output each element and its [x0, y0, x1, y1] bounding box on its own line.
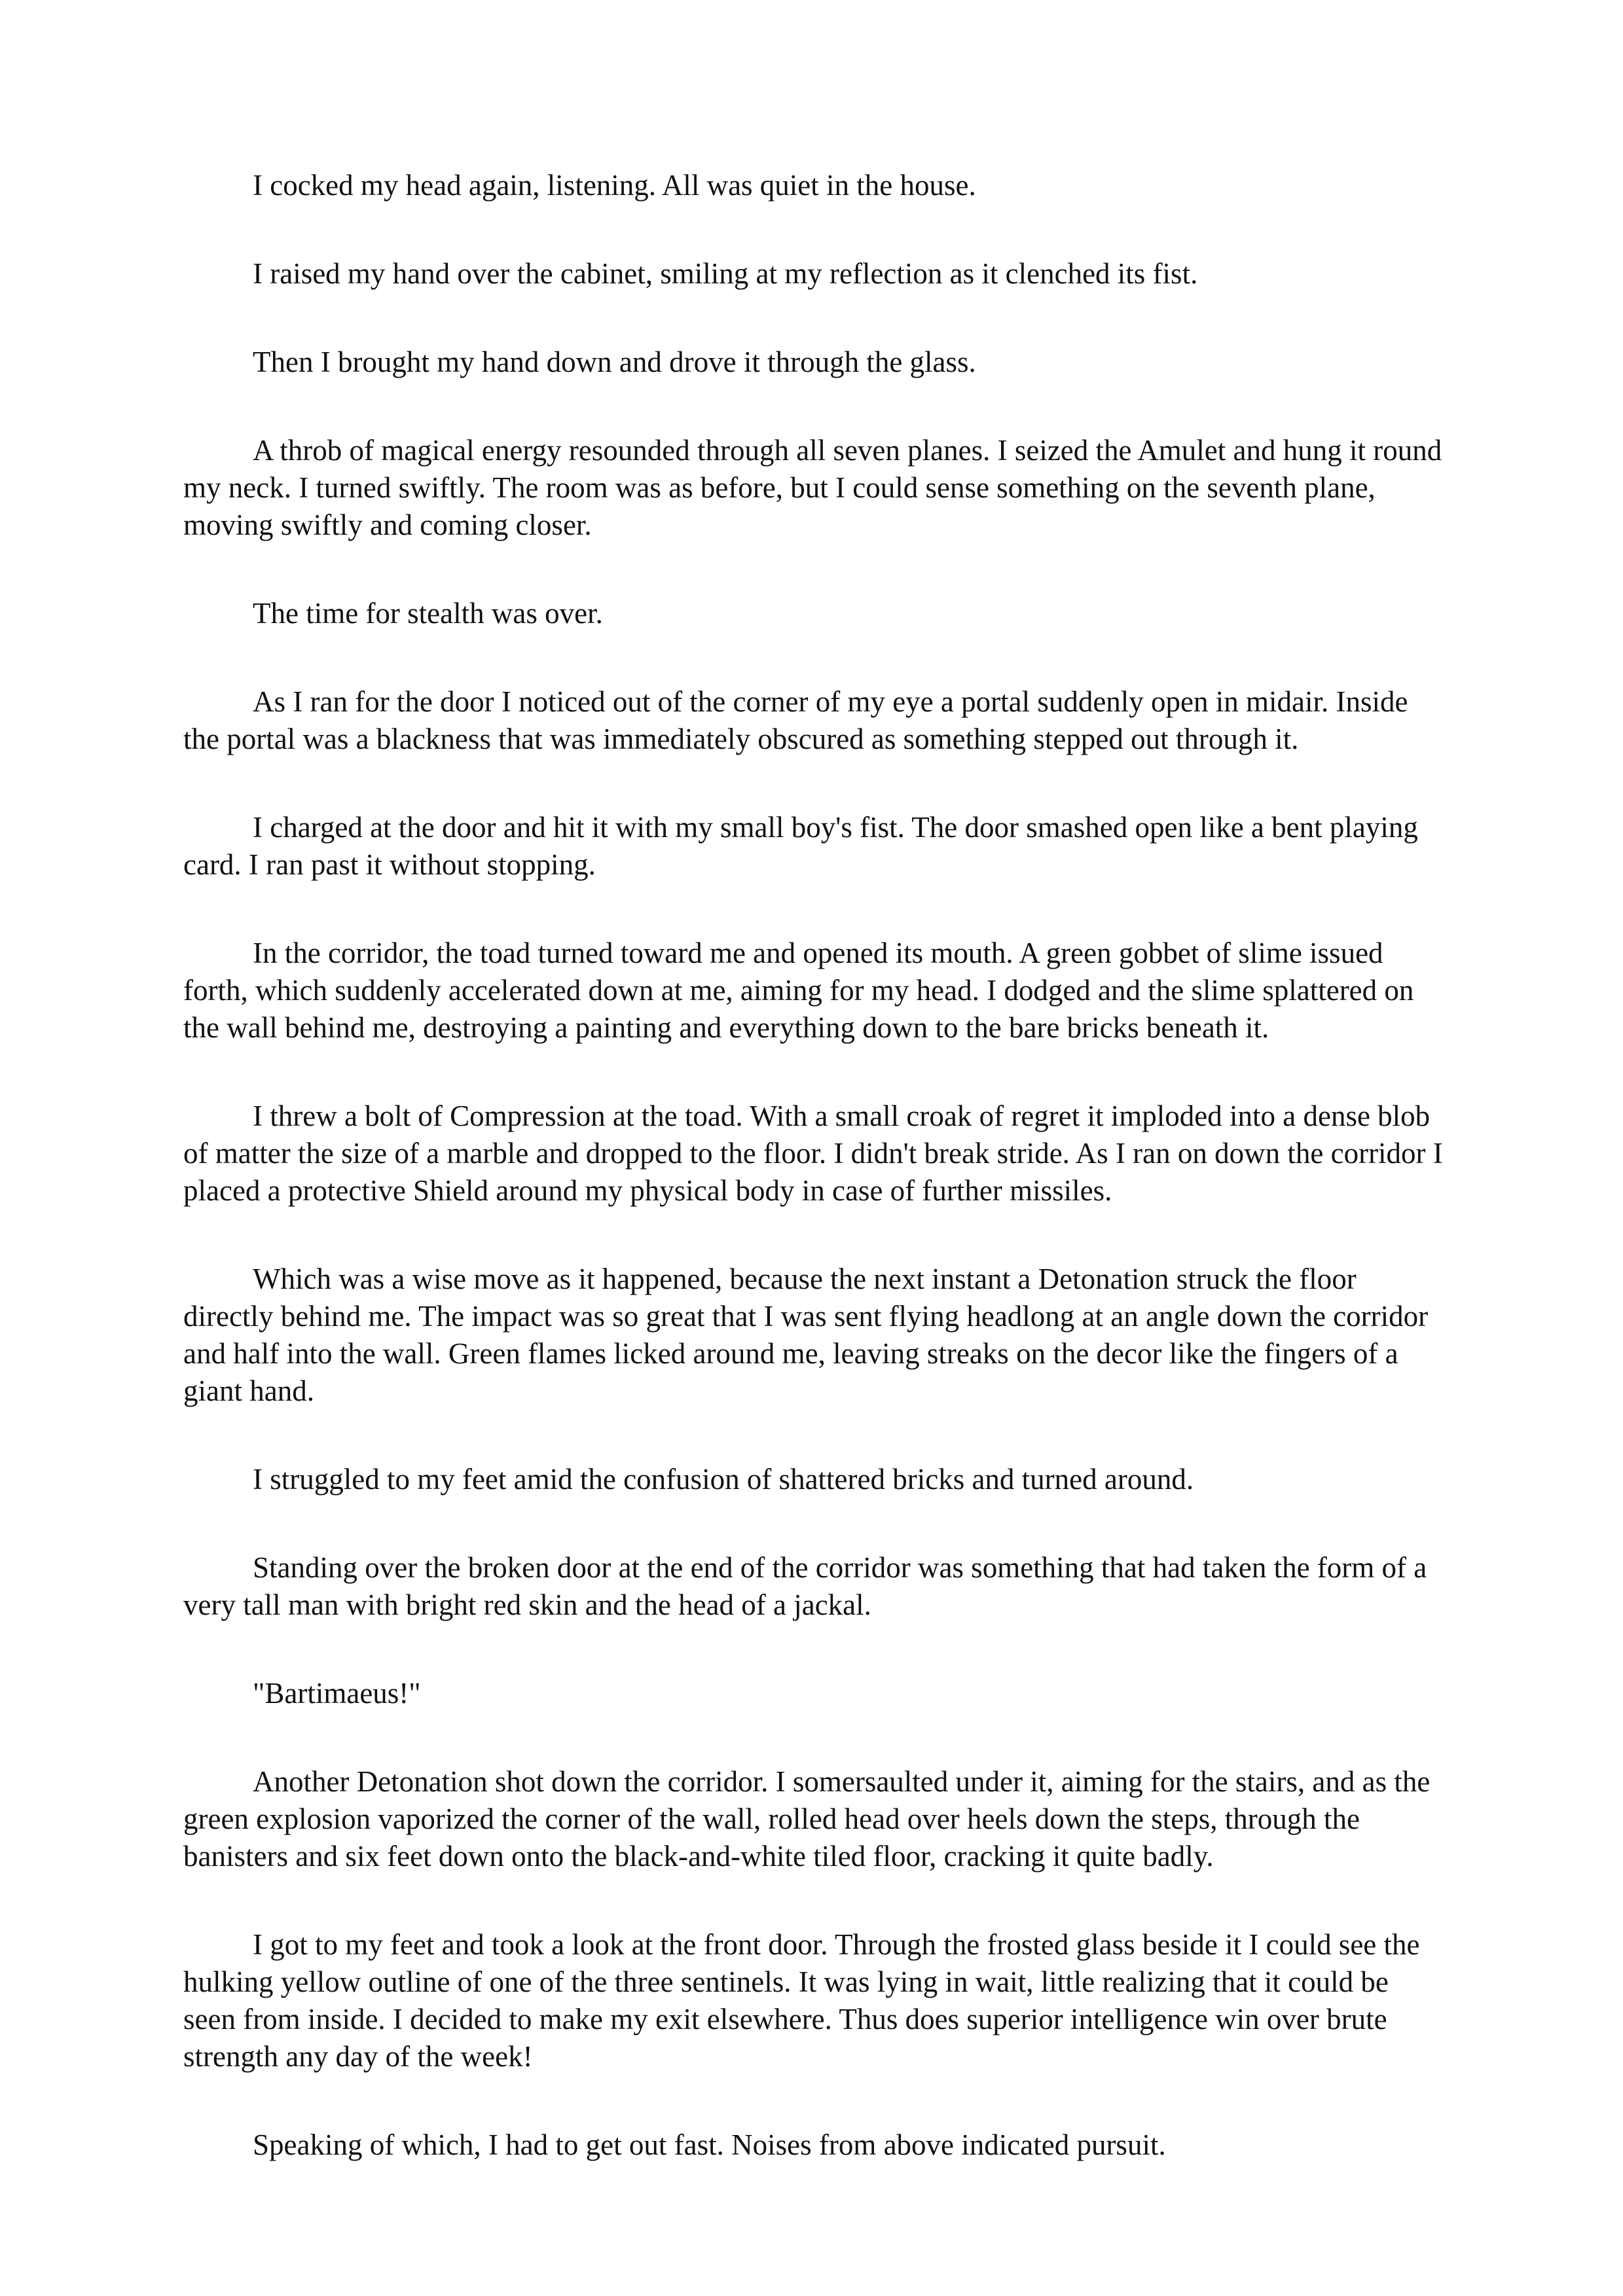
paragraph: Then I brought my hand down and drove it through the glass. [253, 346, 976, 378]
paragraph: Speaking of which, I had to get out fast. Noises from above indicated pursuit. [253, 2128, 1166, 2161]
paragraph: I struggled to my feet amid the confusion of shattered bricks and turned around. [253, 1463, 1194, 1496]
paragraph: "Bartimaeus!" [253, 1677, 421, 1710]
paragraph: Which was a wise move as it happened, because the next instant a Detonation struck the floor directly behind me. The impact was so great that I was sent flying headlong at an angle down the corridor and half into the wall. Green flames licked around me, leaving streaks on the decor like the fingers of a giant hand. [183, 1263, 1429, 1407]
paragraph: In the corridor, the toad turned toward me and opened its mouth. A green gobbet of slime issued forth, which suddenly accelerated down at me, aiming for my head. I dodged and the slime splattered on the wall behind me, destroying a painting and everything down to the bare bricks beneath it. [183, 937, 1414, 1044]
paragraph: I got to my feet and took a look at the front door. Through the frosted glass beside it I could see the hulking yellow outline of one of the three sentinels. It was lying in wait, little realizing that it could be seen from inside. I decided to make my exit elsewhere. Thus does superior intelligence win over brute strength any day of the week! [183, 1928, 1420, 2073]
paragraph: The time for stealth was over. [253, 597, 603, 630]
paragraph: A throb of magical energy resounded through all seven planes. I seized the Amulet and hung it round my neck. I turned swiftly. The room was as before, but I could sense something on the seventh plane, moving swiftly and coming closer. [183, 434, 1442, 541]
paragraph: As I ran for the door I noticed out of the corner of my eye a portal suddenly open in midair. Inside the portal was a blackness that was immediately obscured as something stepped out through it. [183, 685, 1408, 755]
paragraph: I cocked my head again, listening. All was quiet in the house. [253, 169, 976, 202]
paragraph: I charged at the door and hit it with my small boy's fist. The door smashed open like a bent playing card. I ran past it without stopping. [183, 811, 1418, 881]
paragraph: Standing over the broken door at the end of the corridor was something that had taken the form of a very tall man with bright red skin and the head of a jackal. [183, 1551, 1427, 1621]
paragraph: I threw a bolt of Compression at the toad. With a small croak of regret it imploded into a dense blob of matter the size of a marble and dropped to the floor. I didn't break stride. As I ran on down the corridor I placed a protective Shield around my physical body in case of further missiles. [183, 1100, 1443, 1207]
paragraph: Another Detonation shot down the corridor. I somersaulted under it, aiming for the stairs, and as the green explosion vaporized the corner of the wall, rolled head over heels down the steps, through the banisters and six feet down onto the black-and-white tiled floor, cracking it quite badly. [183, 1765, 1431, 1873]
paragraph: I raised my hand over the cabinet, smiling at my reflection as it clenched its fist. [253, 257, 1198, 290]
document-page [183, 167, 1447, 2164]
